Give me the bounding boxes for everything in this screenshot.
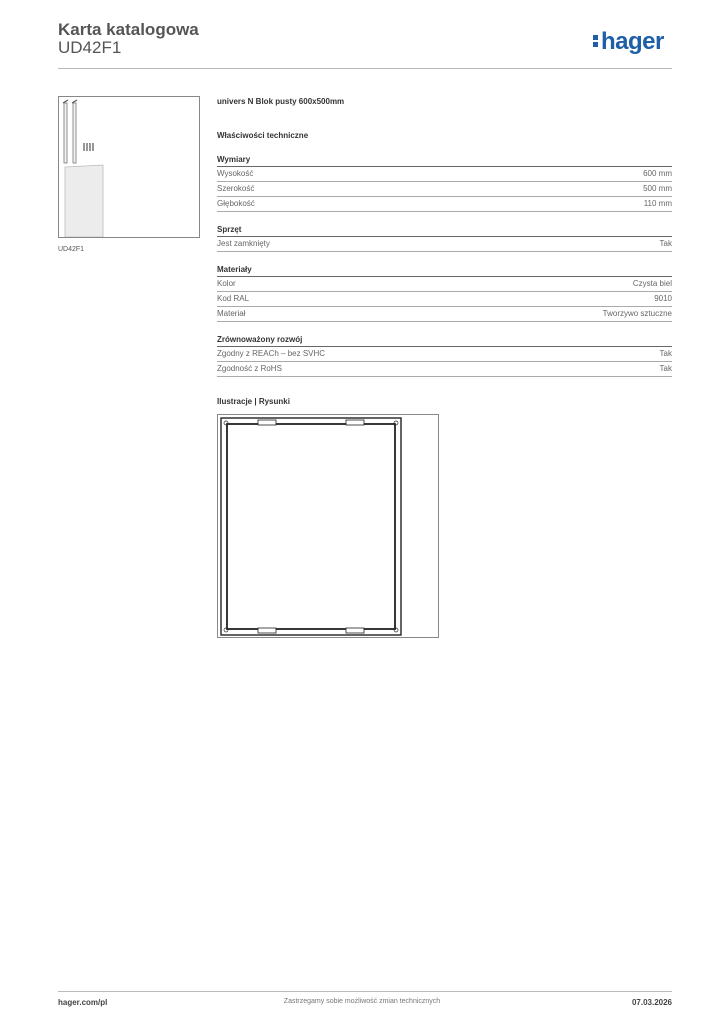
row-value: 600 mm	[643, 169, 672, 178]
group-hardware	[217, 224, 672, 252]
group-title: Wymiary	[217, 154, 672, 167]
table-row	[217, 167, 672, 182]
product-name: univers N Blok pusty 600x500mm	[217, 97, 345, 106]
row-label: Zgodny z REACh – bez SVHC	[217, 349, 326, 358]
illustrations-title: Ilustracje | Rysunki	[217, 397, 290, 406]
hager-logo	[593, 28, 664, 56]
table-row	[217, 197, 672, 212]
technical-drawing-icon	[218, 415, 438, 637]
thumbnail-caption: UD42F1	[58, 246, 85, 253]
table-row	[217, 182, 672, 197]
row-value: 500 mm	[643, 184, 672, 193]
group-dimensions	[217, 154, 672, 212]
technical-drawing	[217, 414, 439, 638]
table-row	[217, 292, 672, 307]
row-value: 110 mm	[643, 199, 672, 208]
group-sustainability	[217, 334, 672, 377]
row-value: Tak	[659, 364, 672, 373]
table-row	[217, 362, 672, 377]
logo-mark-icon	[593, 33, 599, 49]
row-label: Głębokość	[217, 199, 255, 208]
row-label: Kod RAL	[217, 294, 250, 303]
row-value: Tworzywo sztuczne	[602, 309, 672, 318]
product-image-icon	[59, 97, 199, 237]
table-row	[217, 307, 672, 322]
row-value: 9010	[654, 294, 672, 303]
row-value: Tak	[659, 349, 672, 358]
row-label: Zgodność z RoHS	[217, 364, 282, 373]
group-title: Sprzęt	[217, 224, 672, 237]
row-label: Materiał	[217, 309, 246, 318]
table-row	[217, 277, 672, 292]
row-value: Czysta biel	[632, 279, 672, 288]
row-value: Tak	[659, 239, 672, 248]
table-row	[217, 237, 672, 252]
logo-text: hager	[601, 28, 664, 55]
table-row	[217, 347, 672, 362]
row-label: Jest zamknięty	[217, 239, 270, 248]
group-title: Materiały	[217, 264, 672, 277]
footer-date: 07.03.2026	[631, 998, 672, 1007]
row-label: Kolor	[217, 279, 236, 288]
header-divider	[58, 68, 672, 69]
product-reference: UD42F1	[58, 38, 122, 57]
footer-website: hager.com/pl	[58, 998, 108, 1007]
footer-divider	[58, 991, 672, 992]
document-title: Karta katalogowa	[58, 20, 199, 39]
group-materials	[217, 264, 672, 322]
product-thumbnail	[58, 96, 200, 238]
section-title: Właściwości techniczne	[217, 131, 309, 140]
technical-content	[217, 96, 672, 377]
footer-disclaimer: Zastrzegamy sobie możliwość zmian technicznych	[283, 998, 441, 1005]
group-title: Zrównoważony rozwój	[217, 334, 672, 347]
row-label: Szerokość	[217, 184, 255, 193]
row-label: Wysokość	[217, 169, 254, 178]
